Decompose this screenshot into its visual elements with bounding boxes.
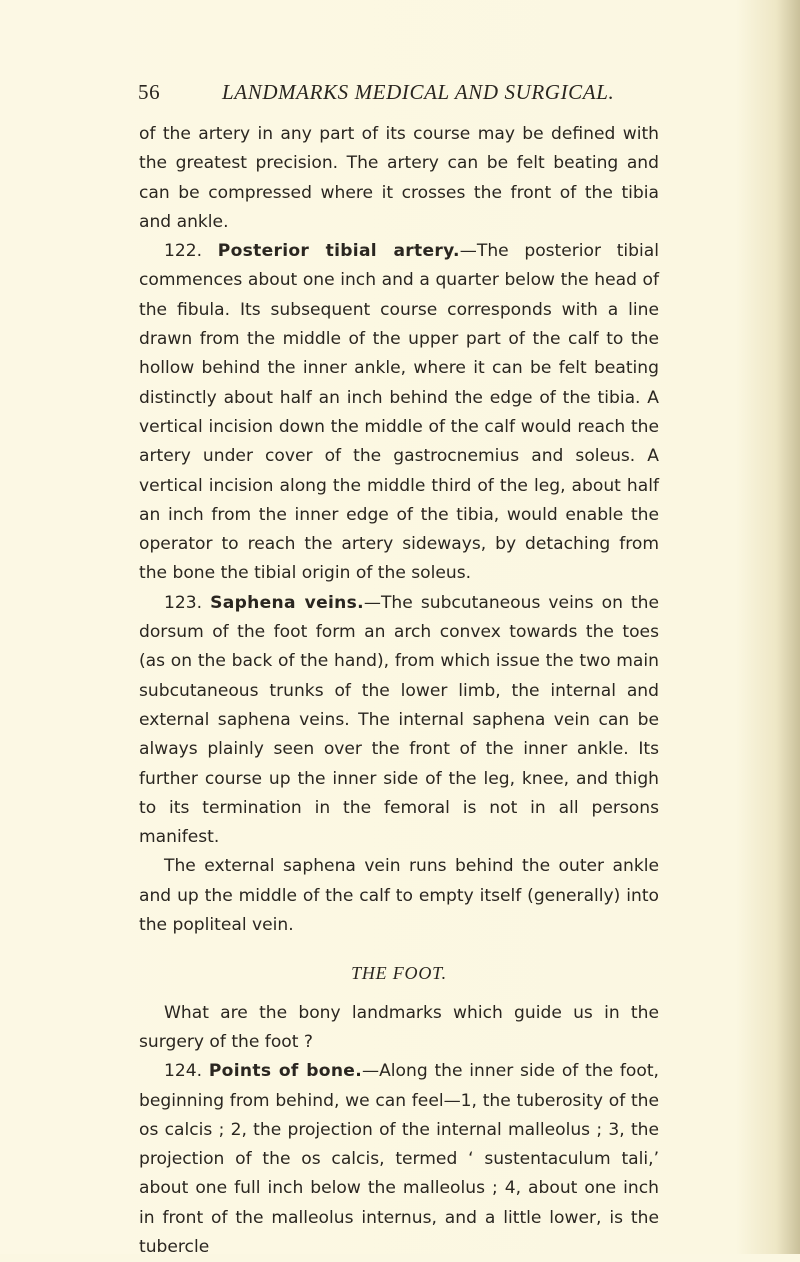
paragraph-title: Points of bone. — [208, 1061, 362, 1082]
paragraph-number: 124. — [164, 1061, 203, 1082]
paragraph-title: Saphena veins. — [210, 592, 364, 613]
section-heading: THE FOOT. — [351, 963, 447, 984]
page-header — [138, 80, 658, 110]
body-text — [139, 120, 659, 1262]
paragraph-123 — [139, 589, 659, 853]
page-number: 56 — [138, 80, 161, 104]
paragraph-124 — [139, 1057, 659, 1262]
paragraph-title: Posterior tibial artery. — [217, 241, 460, 262]
paragraph-text: —Along the inner side of the foot, beginning from behind, we can feel—1, the tuberosity of the os calcis ; 2, the projection of the internal malleolus ; 3, the projection of the os calcis, termed ‘ sustentaculum tali,’ about one full inch below the malleolus ; 4, about one inch in front of the malleolus internus, and a little lower, is the tubercle — [139, 1061, 659, 1257]
paragraph-text: —The subcutaneous veins on the dorsum of the foot form an arch convex towards the toes (as on the back of the hand), from which issue the two main subcutaneous trunks of the lower limb, the internal and external saphena veins. The internal saphena vein can be always plainly seen over the front of the inner ankle. Its further course up the inner side of the leg, knee, and thigh to its termination in the femoral is not in all persons manifest. — [139, 592, 660, 848]
continuation-paragraph: of the artery in any part of its course may be defined with the greatest precision. The artery can be felt beating and can be compressed where it crosses the front of the tibia and ankle. — [139, 124, 659, 232]
paragraph-number: 123. — [164, 592, 203, 613]
paragraph-123-continued: The external saphena vein runs behind the outer ankle and up the middle of the calf to empty itself (generally) into the popliteal vein. — [139, 856, 659, 936]
paragraph-text: —The posterior tibial commences about one inch and a quarter below the head of the fibula. Its subsequent course corresponds with a line drawn from the middle of the upper part of the calf to the hollow behind the inner ankle, where it can be felt beating distinctly about half an inch behind the edge of the tibia. A vertical incision down the middle of the calf would reach the artery under cover of the gastrocnemius and soleus. A vertical incision along the middle third of the leg, about half an inch from the inner edge of the tibia, would enable the operator to reach the artery sideways, by detaching from the bone the tibial origin of the soleus. — [139, 241, 659, 584]
paragraph-122 — [139, 237, 659, 589]
running-title: LANDMARKS MEDICAL AND SURGICAL. — [222, 80, 615, 104]
question-paragraph: What are the bony landmarks which guide us in the surgery of the foot ? — [139, 1002, 659, 1052]
paragraph-number: 122. — [164, 241, 203, 262]
